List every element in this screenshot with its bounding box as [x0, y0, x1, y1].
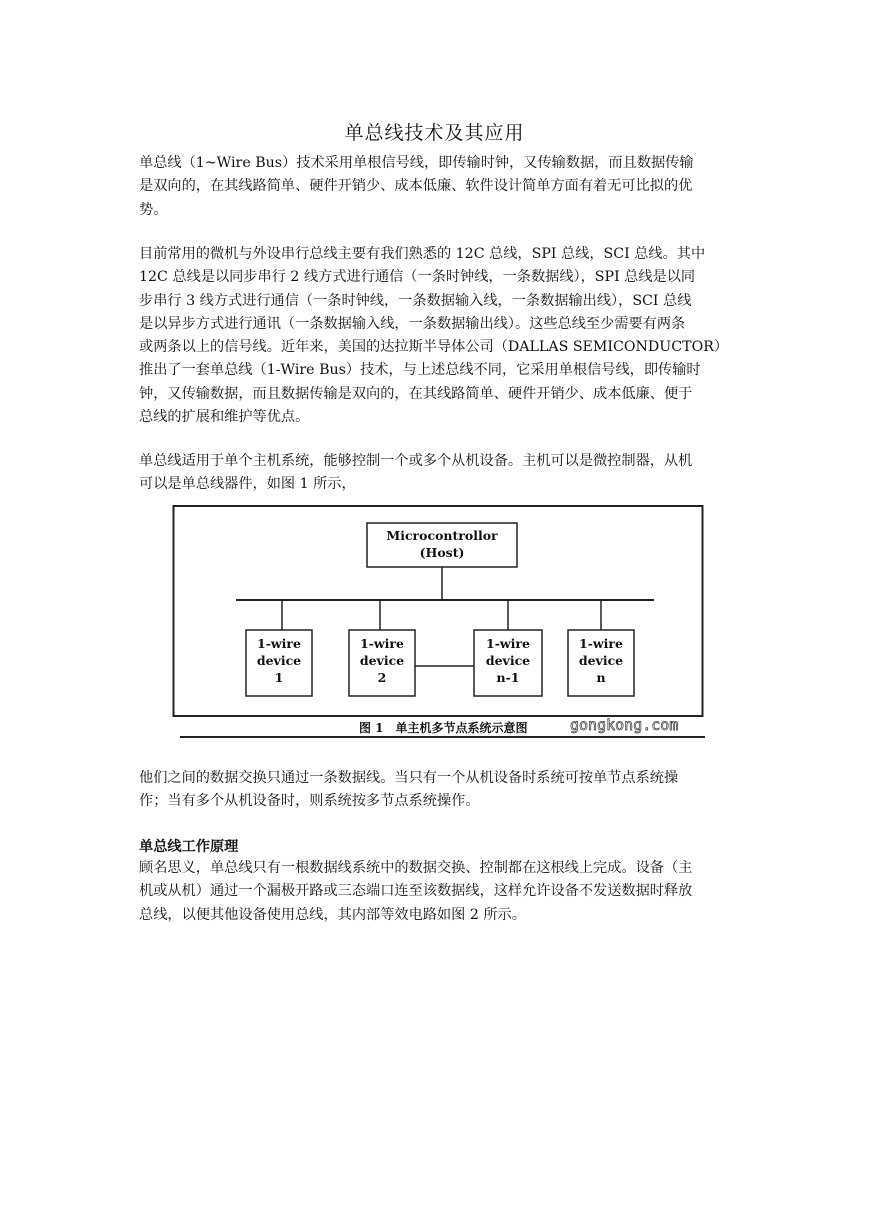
paragraph-data-exchange	[139, 767, 731, 814]
text-line: 单总线适用于单个主机系统，能够控制一个或多个从机设备。主机可以是微控制器，从机	[139, 453, 693, 469]
text-line: 12C 总线是以同步串行 2 线方式进行通信（一条时钟线，一条数据线），SPI 总线是以同	[139, 269, 696, 286]
device-n-minus-1-line3: n-1	[496, 670, 520, 685]
device-1-line2: device	[256, 653, 302, 668]
figure-watermark: gongkong.com	[570, 716, 679, 734]
device-2-line1: 1-wire	[360, 636, 404, 651]
device-1-line3: 1	[274, 670, 284, 685]
text-line: 总线，以便其他设备使用总线，其内部等效电路如图 2 所示。	[139, 906, 526, 923]
paragraph-bus-comparison	[139, 243, 731, 429]
text-line: 总线的扩展和维护等优点。	[139, 409, 310, 426]
text-line: 顾名思义，单总线只有一根数据线系统中的数据交换、控制都在这根线上完成。设备（主	[139, 860, 693, 876]
section-heading: 单总线工作原理	[139, 839, 239, 855]
text-line: 机或从机）通过一个漏极开路或三态端口连至该数据线，这样允许设备不发送数据时释放	[139, 883, 693, 900]
device-n-line1: 1-wire	[579, 636, 623, 651]
host-label-line1: Microcontrollor	[386, 528, 498, 543]
paragraph-working-principle	[139, 857, 731, 927]
text-line: 步串行 3 线方式进行通信（一条时钟线，一条数据输入线，一条数据输出线），SCI 总线	[139, 292, 692, 309]
text-line: 可以是单总线器件，如图 1 所示，	[139, 476, 356, 493]
device-2-line2: device	[359, 653, 405, 668]
text-line: 是以异步方式进行通讯（一条数据输入线，一条数据输出线）。这些总线至少需要有两条	[139, 315, 686, 332]
device-2-line3: 2	[377, 670, 387, 685]
text-line: 目前常用的微机与外设串行总线主要有我们熟悉的 12C 总线，SPI 总线，SCI 总线。其中	[139, 246, 706, 262]
text-line: 推出了一套单总线（1-Wire Bus）技术，与上述总线不同，它采用单根信号线，即传输时	[139, 362, 701, 379]
device-n-minus-1-line2: device	[485, 653, 531, 668]
page-title: 单总线技术及其应用	[344, 122, 525, 144]
text-line: 作；当有多个从机设备时，则系统按多节点系统操作。	[139, 793, 480, 810]
paragraph-single-host	[139, 450, 731, 497]
text-line: 势。	[139, 201, 168, 218]
device-n-line2: device	[578, 653, 624, 668]
device-n-line3: n	[596, 670, 606, 685]
device-n-minus-1-line1: 1-wire	[486, 636, 530, 651]
text-line: 或两条以上的信号线。近年来，美国的达拉斯半导体公司（DALLAS SEMICONDUCTOR）	[139, 339, 729, 356]
text-line: 是双向的，在其线路简单、硬件开销少、成本低廉、软件设计简单方面有着无可比拟的优	[139, 178, 693, 195]
figure-1-diagram	[172, 504, 705, 740]
paragraph-intro	[139, 152, 731, 222]
figure-caption: 图 1 单主机多节点系统示意图	[359, 721, 528, 735]
figure-1-svg	[172, 504, 705, 740]
device-1-line1: 1-wire	[257, 636, 301, 651]
text-line: 钟，又传输数据，而且数据传输是双向的，在其线路简单、硬件开销少、成本低廉、便于	[139, 385, 693, 402]
text-line: 他们之间的数据交换只通过一条数据线。当只有一个从机设备时系统可按单节点系统操	[139, 770, 679, 786]
text-line: 单总线（1~Wire Bus）技术采用单根信号线，即传输时钟，又传输数据，而且数据传输	[139, 155, 694, 171]
host-label-line2: (Host)	[419, 545, 465, 560]
